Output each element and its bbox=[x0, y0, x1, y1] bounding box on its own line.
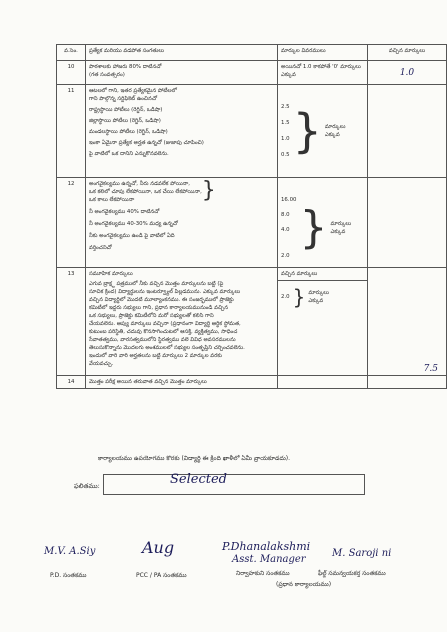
marks-label bbox=[325, 123, 346, 139]
row-text: కుటుంబ పరిస్థితి, చదువు కొనసాగించుటలో ఆసక్తి, వ్యక్తిత్వము, సాధించ bbox=[89, 329, 238, 335]
row-text: ఒక సభ్యులు, ప్రాజెక్టు కమిటీలోని మరో సభ్యులతో కలిసి గాని bbox=[89, 313, 214, 319]
disability-block bbox=[89, 180, 274, 204]
marks-label-line: మార్కులు bbox=[324, 124, 346, 130]
obtained-marks bbox=[368, 85, 447, 178]
score: 2.0 bbox=[281, 253, 290, 259]
obtained-marks bbox=[368, 376, 447, 389]
row-text: ఎగువ బ్రాక్ష్ట పత్రములో నీకు వచ్చిన మొత్తం మార్కులను బట్టి (పై bbox=[89, 281, 224, 287]
score: 1.0 bbox=[281, 136, 290, 142]
row-description bbox=[86, 61, 278, 85]
brace-icon: } bbox=[292, 104, 322, 158]
marks-label bbox=[330, 220, 351, 236]
row-description bbox=[86, 268, 278, 376]
row-text: (గత సంవత్సరం) bbox=[89, 72, 125, 78]
score: 2.5 bbox=[281, 104, 290, 110]
row-number: 12 bbox=[57, 178, 86, 268]
score: 0.5 bbox=[281, 152, 290, 158]
row-number: 13 bbox=[57, 268, 86, 376]
row-text: సూచిక క్రింద) విద్యార్థులను ఇంటర్వ్యూల్ పిల్లడమును. ఎక్కువ మార్కులు bbox=[89, 289, 241, 295]
row-number: 10 bbox=[57, 61, 86, 85]
score-list bbox=[281, 196, 296, 260]
row-marks bbox=[278, 85, 368, 178]
row-text: నీ అంగవైకల్యము 40-30% మధ్య ఉన్నచో bbox=[89, 221, 178, 227]
table-row-14 bbox=[57, 376, 447, 389]
row-marks bbox=[278, 178, 368, 268]
obtained-marks: 7.5 bbox=[368, 268, 447, 376]
row-text: వర్తించనిచో bbox=[89, 245, 112, 251]
header-description: ప్రత్యేక మరియు వడపోత సంగతులు bbox=[86, 45, 278, 61]
row-number: 14 bbox=[57, 376, 86, 389]
table-row-12 bbox=[57, 178, 447, 268]
brace-icon: } bbox=[201, 178, 216, 203]
pcc-signature: Aug bbox=[142, 538, 175, 557]
score-list bbox=[281, 103, 290, 159]
marks-group bbox=[278, 287, 367, 307]
row-text: జిల్లాస్థాయి పోటీలు (రెగ్జిన్, ఒడిషా) bbox=[89, 118, 161, 124]
obtained-marks bbox=[368, 178, 447, 268]
row-text: చేయవలెను. ఆప్యు మార్కులు వచ్చినా (ప్రధానంగా విద్యార్థి ఆర్థిక స్థోమత, bbox=[89, 321, 241, 327]
brace-icon: } bbox=[299, 202, 328, 253]
pcc-signature-label: PCC / PA సంతకము bbox=[136, 572, 187, 579]
asst-signature-name: P.Dhanalakshmi bbox=[222, 540, 311, 553]
row-text: వేయవచ్చు. bbox=[89, 361, 114, 367]
result-label: ఫలితము: bbox=[74, 482, 100, 490]
field-signature-label: ఫీల్డ్ సమన్వయకర్త సంతకము bbox=[318, 570, 386, 577]
row-title: సమూహిక మార్కులు bbox=[89, 271, 133, 277]
disability-lines bbox=[89, 180, 202, 204]
row-text: ఇంకా ఏమైనా ప్రత్యేక అర్హత ఉన్నచో (జుజాపు చూపించి) bbox=[89, 140, 204, 146]
pd-signature-label: P.D. సంతకము bbox=[50, 572, 87, 579]
marks-label bbox=[308, 289, 329, 305]
head-office-label: (ప్రధాన కార్యాలయము) bbox=[276, 581, 332, 588]
header-marks-details: మార్కుల వివరములు bbox=[278, 45, 368, 61]
result-box bbox=[103, 474, 365, 495]
table-row-13 bbox=[57, 268, 447, 376]
brace-icon: } bbox=[292, 285, 306, 309]
office-use-note: కార్యాలయము ఉపయోగము కొరకు (విద్యార్థి ఈ క్రింది ఖాళీలో ఏమీ వ్రాయకూడదు). bbox=[98, 455, 291, 462]
marks-subheader: వచ్చిన మార్కులు bbox=[278, 268, 367, 281]
table-row-11 bbox=[57, 85, 447, 178]
row-text: గాని పాల్గొన్న సర్టిఫికెట్ ఉంచినచో bbox=[89, 96, 157, 102]
result-value: Selected bbox=[170, 472, 227, 487]
row-text: పాఠశాలకు హాజరు 80% దాటినచో bbox=[89, 64, 162, 70]
row-text: ఆటలలో గాని, ఇతర ప్రత్యేకమైన పోటీలలో bbox=[89, 88, 177, 94]
row-marks: అయినచో 1.0 కాకపోతే '0' మార్కులు ఎక్కువ bbox=[278, 61, 368, 85]
row-text: రాష్ట్రస్థాయి పోటీలు (రెగ్జిన్, ఒడిషా) bbox=[89, 107, 163, 113]
evaluation-table bbox=[56, 44, 447, 389]
score: 8.0 bbox=[281, 212, 290, 218]
asst-signature-title: Asst. Manager bbox=[232, 554, 306, 565]
score: 4.0 bbox=[281, 227, 290, 233]
row-text: మండలస్థాయి పోటీలు (రెగ్జిన్, ఒడిషా) bbox=[89, 129, 168, 135]
row-number: 11 bbox=[57, 85, 86, 178]
row-text: పై వాటిలో ఒక దానిని ఎన్నుకొనవలెను. bbox=[89, 151, 169, 157]
row-description: మొత్తం పరీక్ష అయిన తరువాత వచ్చిన మొత్తం మార్కులు bbox=[86, 376, 278, 389]
row-text: ఒక కాలు లేకపోయినా bbox=[89, 197, 135, 203]
row-text: ఇందులో వారి వారి అర్హతలను బట్టి మార్కులు 2 మార్కుల వరకు bbox=[89, 353, 222, 359]
header-marks-obtained: వచ్చిన మార్కులు bbox=[368, 45, 447, 61]
row-text: నీకు అంగవైకల్యము ఉండి పై వాటిలో ఏది bbox=[89, 233, 175, 239]
field-signature: M. Saroji ni bbox=[332, 548, 392, 559]
score: 1.5 bbox=[281, 120, 290, 126]
row-marks bbox=[278, 268, 368, 376]
row-text: సేవాతత్వము, వారసత్వములోని స్థిరత్వము వలె వివిధ అవసరములను bbox=[89, 337, 236, 343]
row-text: ఒక కలిలో చూపు లేకపోయినా, ఒక చేయి లేకపోయినా, bbox=[89, 189, 202, 195]
row-description bbox=[86, 85, 278, 178]
score: 2.0 bbox=[281, 294, 290, 300]
marks-label-line: ఎక్కువ bbox=[330, 229, 346, 235]
row-text: వచ్చిన విద్యార్థిలో మొదటి మూల్యాంకనము. ఈ సంజర్భములో ప్రాజెక్టు bbox=[89, 297, 234, 303]
table-row-10 bbox=[57, 61, 447, 85]
row-text: కమిటీలో ఇద్దరు సభ్యులు గాని, ప్రధాన కార్యాలయమునుండి వచ్చిన bbox=[89, 305, 229, 311]
marks-label-line: ఎక్కువ bbox=[308, 298, 324, 304]
marks-group bbox=[281, 196, 364, 260]
header-serial: వ.సెం. bbox=[57, 45, 86, 61]
marks-label-line: మార్కులు bbox=[330, 221, 352, 227]
marks-label-line: మార్కులు bbox=[308, 290, 329, 296]
row-text: నీ అంగవైకల్యము 40% దాటినచో bbox=[89, 209, 160, 215]
obtained-marks: 1.0 bbox=[368, 61, 447, 85]
table-header-row bbox=[57, 45, 447, 61]
row-marks bbox=[278, 376, 368, 389]
pd-signature: M.V. A.Siy bbox=[44, 546, 96, 557]
marks-group bbox=[281, 103, 364, 159]
row-description bbox=[86, 178, 278, 268]
score: 16.00 bbox=[281, 197, 297, 203]
row-text: తెలుసుకొన్నాను మొదలగు అంశములలో సభ్యుల సంతృప్తిని చర్చించవలెను. bbox=[89, 345, 245, 351]
asst-signature-label: నిర్వాహకుని సంతకము bbox=[236, 570, 290, 577]
marks-label-line: ఎక్కువ bbox=[324, 132, 340, 138]
row-text: అంగవైకల్యము ఉన్నచో, నీరు నడవలేక పోయినా, bbox=[89, 181, 190, 187]
